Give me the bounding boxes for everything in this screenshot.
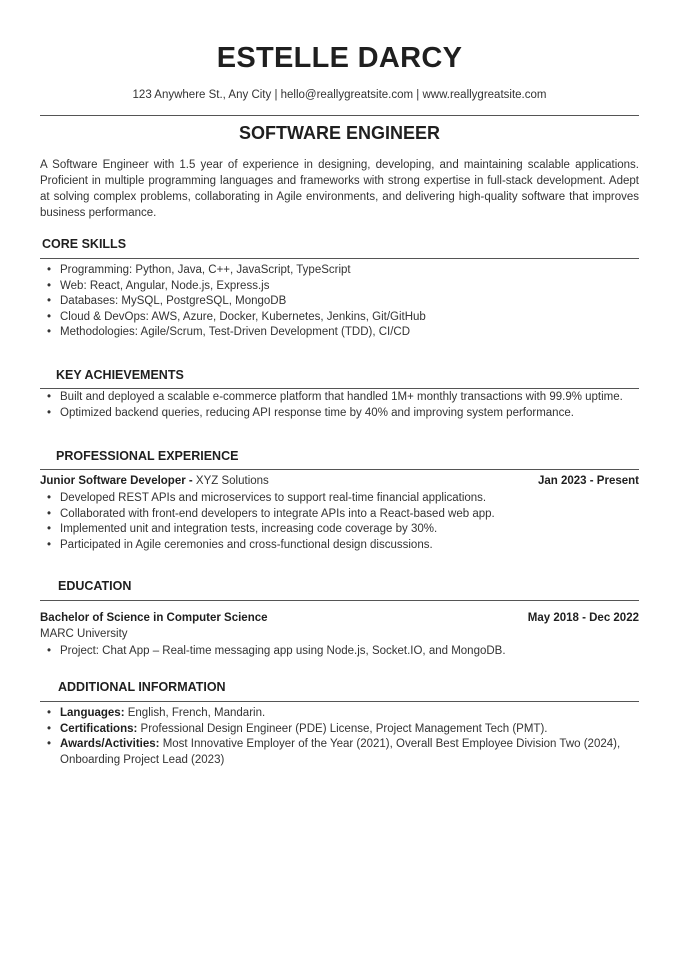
item-label: Awards/Activities:	[60, 738, 160, 750]
school-name: MARC University	[40, 628, 128, 640]
section-title-core-skills: CORE SKILLS	[42, 237, 127, 251]
list-item	[40, 706, 639, 722]
education-projects-list	[40, 644, 639, 660]
job-company: XYZ Solutions	[192, 475, 269, 487]
list-item: • Built and deployed a scalable e-commerce platform that handled 1M+ monthly transactions with 99.9% uptime.	[40, 390, 639, 406]
job-title: SOFTWARE ENGINEER	[238, 123, 440, 143]
section-title-education: EDUCATION	[58, 579, 132, 593]
additional-info-list	[40, 706, 639, 768]
list-item: • Cloud & DevOps: AWS, Azure, Docker, Kubernetes, Jenkins, Git/GitHub	[40, 310, 639, 326]
achievements-divider	[40, 388, 639, 389]
education-header	[40, 612, 639, 624]
additional-divider	[40, 701, 639, 702]
item-label: Certifications:	[60, 722, 138, 735]
job-position-line	[40, 475, 269, 487]
list-item: • Developed REST APIs and microservices to support real-time financial applications.	[40, 491, 639, 507]
list-item	[40, 737, 639, 768]
education-dates: May 2018 - Dec 2022	[527, 612, 639, 624]
achievements-list	[40, 390, 639, 421]
item-text: Professional Design Engineer (PDE) License, Project Management Tech (PMT).	[137, 722, 548, 735]
list-item: • Project: Chat App – Real-time messaging app using Node.js, Socket.IO, and MongoDB.	[40, 644, 639, 660]
list-item: • Collaborated with front-end developers to integrate APIs into a React-based web app.	[40, 507, 639, 523]
item-text: English, French, Mandarin.	[124, 707, 266, 719]
list-item: • Web: React, Angular, Node.js, Express.js	[40, 279, 639, 295]
job-duties-list	[40, 491, 639, 553]
list-item: • Implemented unit and integration tests, increasing code coverage by 30%.	[40, 522, 639, 538]
section-title-professional-experience: PROFESSIONAL EXPERIENCE	[56, 449, 239, 463]
education-divider	[40, 600, 639, 601]
contact-line: 123 Anywhere St., Any City | hello@reallygreatsite.com | www.reallygreatsite.com	[132, 89, 547, 101]
experience-divider	[40, 469, 639, 470]
list-item: • Programming: Python, Java, C++, JavaScript, TypeScript	[40, 263, 639, 279]
list-item: • Methodologies: Agile/Scrum, Test-Driven Development (TDD), CI/CD	[40, 325, 639, 341]
job-dates: Jan 2023 - Present	[537, 475, 639, 487]
degree: Bachelor of Science in Computer Science	[40, 612, 268, 624]
section-title-additional-information: ADDITIONAL INFORMATION	[58, 680, 226, 694]
section-title-key-achievements: KEY ACHIEVEMENTS	[56, 368, 184, 382]
core-skills-divider	[40, 258, 639, 259]
item-text: Most Innovative Employer of the Year (2021), Overall Best Employee Division Two (2024), Onboarding Project Lead (2023)	[60, 738, 621, 766]
candidate-name: ESTELLE DARCY	[216, 42, 463, 74]
job-position: Junior Software Developer -	[40, 475, 193, 487]
list-item: • Participated in Agile ceremonies and cross-functional design discussions.	[40, 538, 639, 554]
professional-summary: A Software Engineer with 1.5 year of experience in designing, developing, and maintaining scalable applications. Proficient in multiple programming languages and frameworks with strong expertise in full-stack development. Adept at solving complex problems, collaborating in Agile environments, and delivering high-quality software that improves business performance.	[40, 159, 639, 219]
list-item	[40, 722, 639, 738]
item-label: Languages:	[60, 707, 125, 719]
list-item: • Databases: MySQL, PostgreSQL, MongoDB	[40, 294, 639, 310]
list-item: • Optimized backend queries, reducing API response time by 40% and improving system performance.	[40, 406, 639, 422]
job-header	[40, 475, 639, 487]
header-divider	[40, 115, 639, 116]
core-skills-list	[40, 263, 639, 341]
